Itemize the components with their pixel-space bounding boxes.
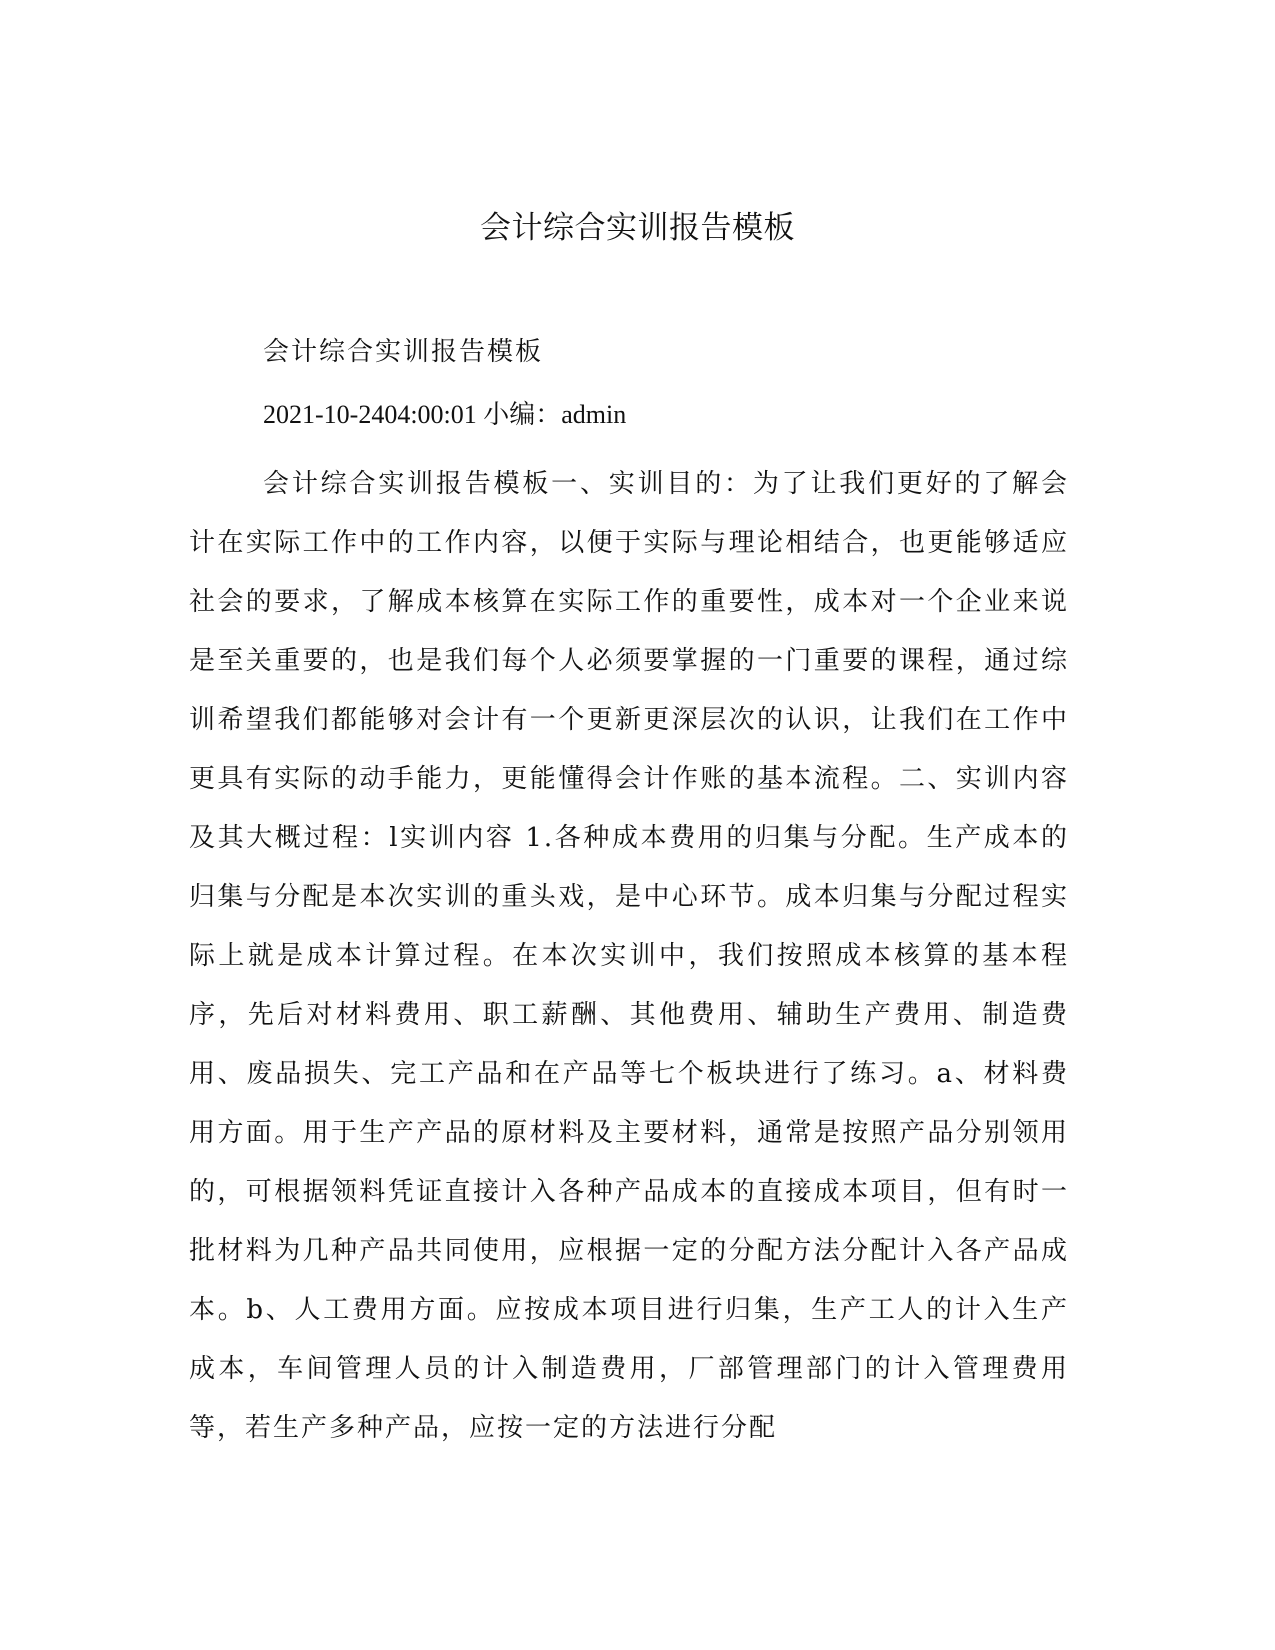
page-title: 会计综合实训报告模板 [480,210,795,246]
document-subtitle: 会计综合实训报告模板 [263,337,544,367]
publish-meta: 2021-10-2404:00:01 小编：admin [263,400,627,429]
body-paragraph: 会计综合实训报告模板一、实训目的：为了让我们更好的了解会计在实际工作中的工作内容，以便于实际与理论相结合，也更能够适应社会的要求，了解成本核算在实际工作的重要性，成本对一个企业来说是至关重要的，也是我们每个人必须要掌握的一门重要的课程，通过综训希望我们都能够对会计有一个更新更深层次的认识，让我们在工作中更具有实际的动手能力，更能懂得会计作账的基本流程。二、实训内容及其大概过程：l实训内容 1.各种成本费用的归集与分配。生产成本的归集与分配是本次实训的重头戏，是中心环节。成本归集与分配过程实际上就是成本计算过程。在本次实训中，我们按照成本核算的基本程序，先后对材料费用、职工薪酬、其他费用、辅助生产费用、制造费用、废品损失、完工产品和在产品等七个板块进行了练习。a、材料费用方面。用于生产产品的原材料及主要材料，通常是按照产品分别领用的，可根据领料凭证直接计入各种产品成本的直接成本项目，但有时一批材料为几种产品共同使用，应根据一定的分配方法分配计入各产品成本。b、人工费用方面。应按成本项目进行归集，生产工人的计入生产成本，车间管理人员的计入制造费用，厂部管理部门的计入管理费用等，若生产多种产品，应按一定的方法进行分配 [189,469,1069,1443]
